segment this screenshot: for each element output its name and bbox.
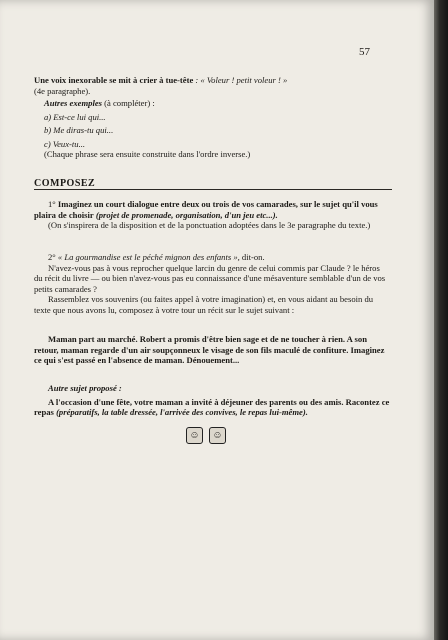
exemples-title: Autres exemples [44,98,103,108]
autre-italic: (préparatifs, la table dressée, l'arrivée des convives, le repas lui-même). [56,407,308,417]
face-icon: ☺ [209,427,226,444]
exemples-note: (Chaque phrase sera ensuite construite dans l'ordre inverse.) [44,149,251,159]
intro-bold: Une voix inexorable se mit à crier à tue-tête [34,75,194,85]
p2-num: 2° [48,252,56,262]
p1-bold: Imaginez un court dialogue entre deux ou trois de vos camarades, sur le sujet qu'il vous plaira de choisir [34,199,378,220]
p2-body: N'avez-vous pas à vous reprocher quelque larcin du genre de celui commis par Claude ? le héros du récit du livre — ou bien n'avez-vous pas eu connaissance d'une mésaventure semblable d'un de vos petits camarades ? [34,262,386,294]
face-icon: ☺ [186,427,203,444]
intro-paren: (4e paragraphe). [34,85,91,96]
autre-title: Autre sujet proposé : [48,383,122,393]
intro-quote: : « Voleur ! petit voleur ! » [193,75,288,85]
p2-quote-tail: dit-on. [239,252,265,262]
sujet-block [34,334,390,366]
ornament-icons [186,427,226,444]
exercise-1 [34,199,390,231]
exemple-a: a) Est-ce lui qui... [44,111,106,122]
section-heading: COMPOSEZ [34,178,96,189]
p2-quote: « La gourmandise est le péché mignon des enfants », [57,252,240,262]
autre-block [34,383,390,418]
intro-block [34,75,390,96]
p1-italic: (projet de promenade, organisation, d'un jeu etc...). [95,209,278,220]
p2-body2: Rassemblez vos souvenirs (ou faites appel à votre imagination) et, en vous aidant au besoin du texte que nous avons lu, composez à votre tour un récit sur le sujet suivant : [34,294,374,315]
exemples-title-tail: (à compléter) : [102,98,155,108]
p1-num: 1° [48,199,56,209]
page-number: 57 [359,46,370,58]
autre-bold: A l'occasion d'une fête, votre maman a invité à déjeuner des parents ou des amis. Racontez ce repas [34,396,390,417]
exemple-c: c) Veux-tu... [44,138,86,149]
p1-note: (On s'inspirera de la disposition et de la ponctuation adoptées dans le 3e paragraphe du texte.) [48,220,371,230]
exemple-b: b) Me diras-tu qui... [44,125,114,135]
section-rule [34,189,392,190]
sujet-text: Maman part au marché. Robert a promis d'être bien sage et de ne toucher à rien. A son retour, maman regarde d'un air soupçonneux le visage de son fils maculé de confiture. Imaginez ce qui s'est passé en l'absence de maman. Dénouement... [34,334,385,365]
exemples-block [44,98,400,160]
book-spine [434,0,448,640]
exercise-2 [34,252,390,315]
